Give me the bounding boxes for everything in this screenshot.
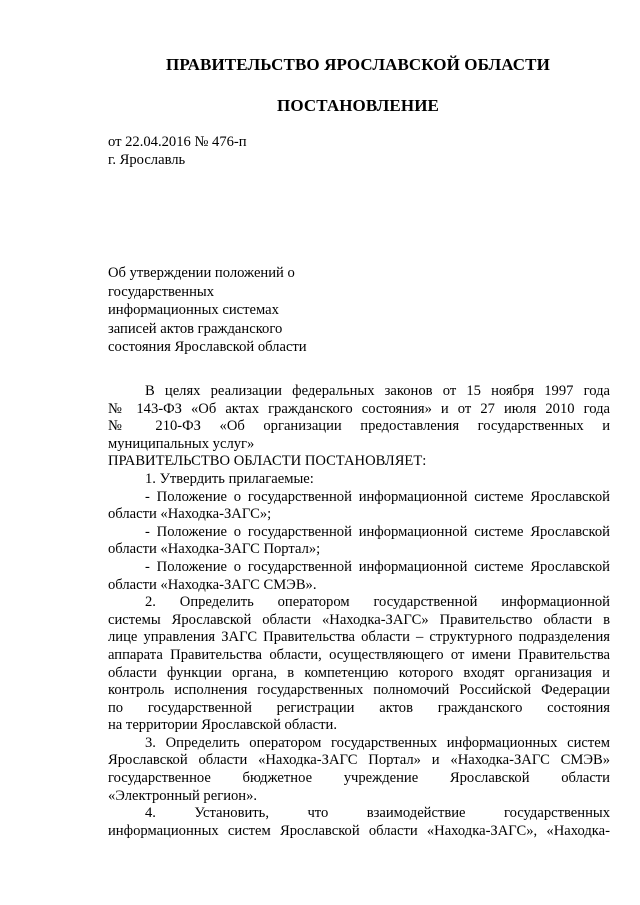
item1-list-line: - Положение о государственной информационной системе Ярославской	[145, 488, 610, 505]
date-number: от 22.04.2016 № 476-п	[108, 134, 247, 150]
item1-list-line: области «Находка-ЗАГС»;	[108, 506, 272, 523]
item3-line: 3. Определить оператором государственных информационных систем	[145, 734, 610, 751]
item2-line: системы Ярославской области «Находка-ЗАГС» Правительство области в	[108, 611, 610, 628]
resolves-line: ПРАВИТЕЛЬСТВО ОБЛАСТИ ПОСТАНОВЛЯЕТ:	[108, 453, 427, 470]
item2-line: контроль исполнения государственных полномочий Российской Федерации	[108, 682, 610, 699]
item1-list-line: области «Находка-ЗАГС Портал»;	[108, 541, 321, 558]
item4-line: информационных систем Ярославской области «Находка-ЗАГС», «Находка-	[108, 822, 610, 839]
item4-line: 4. Установить, что взаимодействие государственных	[145, 805, 610, 822]
item2-line: на территории Ярославской области.	[108, 717, 337, 734]
item2-line: по государственной регистрации актов гражданского состояния	[108, 699, 610, 716]
item2-line: аппарата Правительства области, осуществляющего от имени Правительства	[108, 646, 610, 663]
city: г. Ярославль	[108, 152, 186, 168]
subject-block	[108, 264, 368, 357]
item1-list-line: области «Находка-ЗАГС СМЭВ».	[108, 576, 317, 593]
subject-line: состояния Ярославской области	[108, 339, 307, 355]
item2-line: области функции органа, в компетенцию которого входят организация и	[108, 664, 610, 681]
item2-line: 2. Определить оператором государственной информационной	[145, 594, 610, 611]
doc-type-title: ПОСТАНОВЛЕНИЕ	[277, 96, 439, 115]
item1-list-line: - Положение о государственной информационной системе Ярославской	[145, 558, 610, 575]
preamble-line: В целях реализации федеральных законов от 15 ноября 1997 года	[145, 383, 610, 399]
preamble-line: муниципальных услуг»	[108, 435, 255, 452]
item3-line: «Электронный регион».	[108, 787, 258, 804]
item3-line: государственное бюджетное учреждение Ярославской области	[108, 770, 610, 787]
document-body	[108, 383, 610, 840]
preamble-line: № 210-ФЗ «Об организации предоставления государственных и	[108, 418, 610, 435]
org-title: ПРАВИТЕЛЬСТВО ЯРОСЛАВСКОЙ ОБЛАСТИ	[166, 55, 550, 74]
subject-line: Об утверждении положений о	[108, 265, 295, 281]
subject-line: государственных	[108, 283, 215, 300]
preamble-line: № 143-ФЗ «Об актах гражданского состояния» и от 27 июля 2010 года	[108, 400, 610, 417]
subject-line: записей актов гражданского	[108, 320, 283, 337]
item2-line: лице управления ЗАГС Правительства области – структурного подразделения	[108, 629, 610, 646]
item3-line: Ярославской области «Находка-ЗАГС Портал» и «Находка-ЗАГС СМЭВ»	[108, 752, 610, 769]
item1-title: 1. Утвердить прилагаемые:	[145, 470, 314, 487]
item1-list-line: - Положение о государственной информационной системе Ярославской	[145, 523, 610, 540]
subject-line: информационных системах	[108, 302, 279, 318]
